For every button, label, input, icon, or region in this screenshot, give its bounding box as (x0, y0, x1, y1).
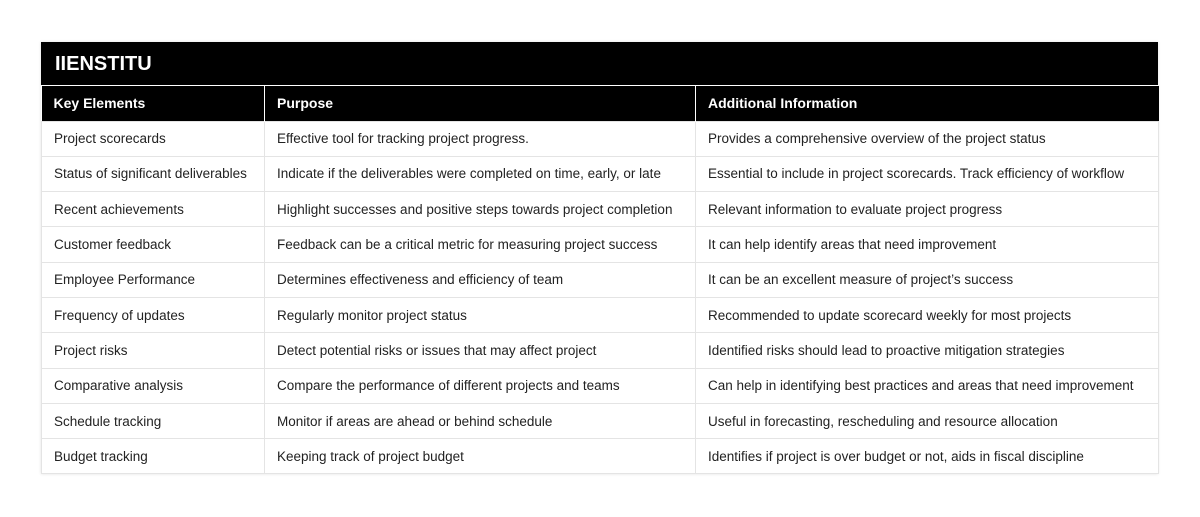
table-row (42, 333, 1159, 368)
cell-key-element: Budget tracking (42, 439, 265, 474)
table-row (42, 403, 1159, 438)
cell-additional-information: Recommended to update scorecard weekly for most projects (696, 297, 1159, 332)
table-row (42, 156, 1159, 191)
table-header (42, 86, 1159, 121)
cell-key-element: Schedule tracking (42, 403, 265, 438)
table-row (42, 439, 1159, 474)
cell-purpose: Monitor if areas are ahead or behind schedule (265, 403, 696, 438)
table-row (42, 262, 1159, 297)
cell-purpose: Effective tool for tracking project progress. (265, 121, 696, 156)
info-table (41, 42, 1158, 474)
table-row (42, 368, 1159, 403)
cell-additional-information: Identified risks should lead to proactive mitigation strategies (696, 333, 1159, 368)
table-body (42, 121, 1159, 474)
cell-key-element: Employee Performance (42, 262, 265, 297)
header-purpose: Purpose (265, 86, 696, 121)
data-table (41, 86, 1159, 474)
header-key-elements: Key Elements (42, 86, 265, 121)
cell-purpose: Compare the performance of different projects and teams (265, 368, 696, 403)
cell-additional-information: Identifies if project is over budget or not, aids in fiscal discipline (696, 439, 1159, 474)
cell-additional-information: Can help in identifying best practices and areas that need improvement (696, 368, 1159, 403)
cell-purpose: Detect potential risks or issues that may affect project (265, 333, 696, 368)
header-additional-information: Additional Information (696, 86, 1159, 121)
header-row (42, 86, 1159, 121)
cell-additional-information: Provides a comprehensive overview of the project status (696, 121, 1159, 156)
cell-key-element: Frequency of updates (42, 297, 265, 332)
cell-purpose: Regularly monitor project status (265, 297, 696, 332)
cell-additional-information: It can be an excellent measure of project’s success (696, 262, 1159, 297)
cell-key-element: Customer feedback (42, 227, 265, 262)
table-row (42, 121, 1159, 156)
cell-purpose: Indicate if the deliverables were completed on time, early, or late (265, 156, 696, 191)
cell-key-element: Project scorecards (42, 121, 265, 156)
cell-purpose: Keeping track of project budget (265, 439, 696, 474)
cell-key-element: Status of significant deliverables (42, 156, 265, 191)
cell-additional-information: Essential to include in project scorecards. Track efficiency of workflow (696, 156, 1159, 191)
table-row (42, 192, 1159, 227)
cell-key-element: Recent achievements (42, 192, 265, 227)
cell-key-element: Comparative analysis (42, 368, 265, 403)
cell-purpose: Determines effectiveness and efficiency of team (265, 262, 696, 297)
table-title: IIENSTITU (41, 42, 1158, 86)
table-row (42, 227, 1159, 262)
table-row (42, 297, 1159, 332)
cell-key-element: Project risks (42, 333, 265, 368)
cell-purpose: Feedback can be a critical metric for measuring project success (265, 227, 696, 262)
cell-additional-information: It can help identify areas that need improvement (696, 227, 1159, 262)
cell-purpose: Highlight successes and positive steps towards project completion (265, 192, 696, 227)
cell-additional-information: Useful in forecasting, rescheduling and resource allocation (696, 403, 1159, 438)
cell-additional-information: Relevant information to evaluate project progress (696, 192, 1159, 227)
